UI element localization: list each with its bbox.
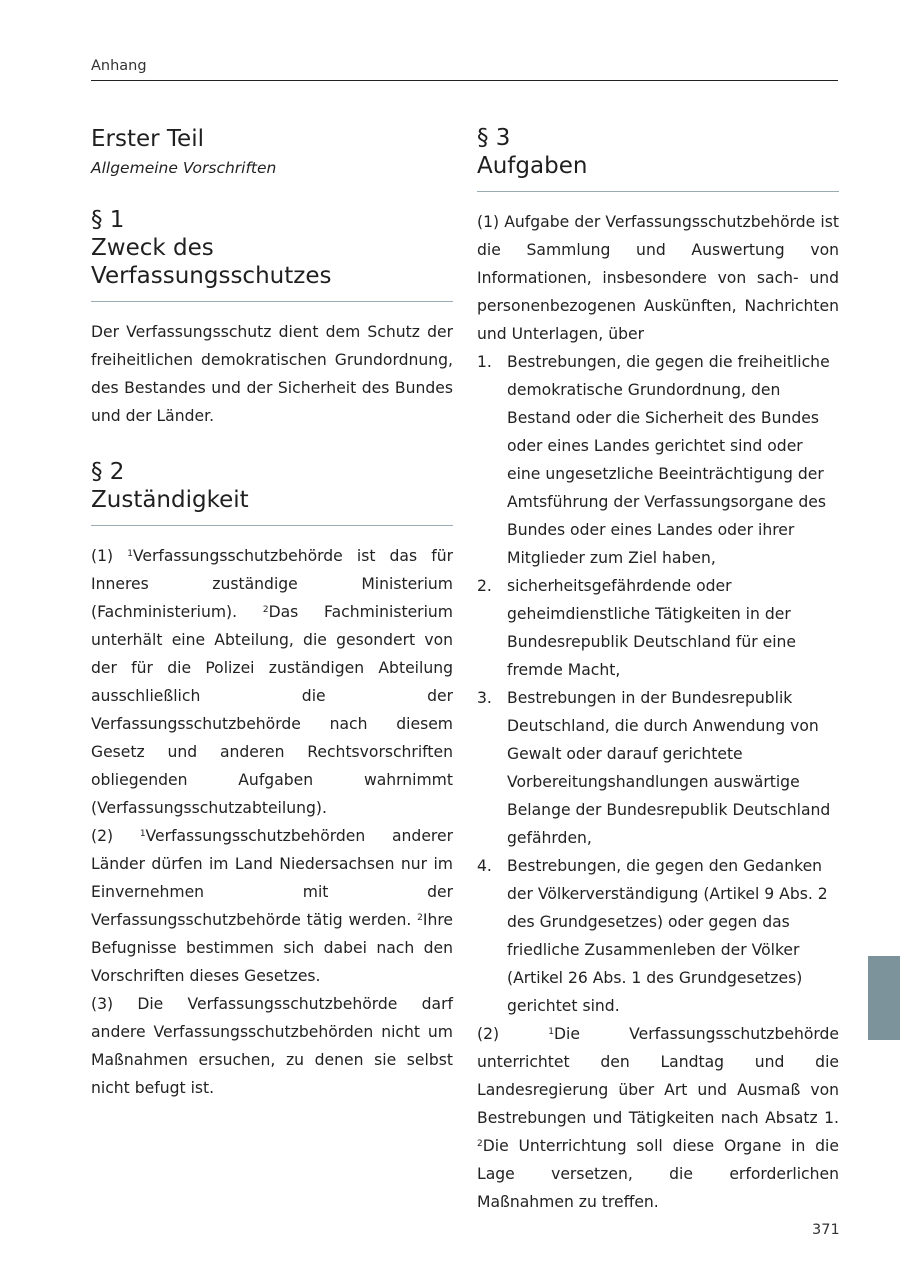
list-text: Bestrebungen, die gegen den Gedanken der Völkerverständigung (Artikel 9 Abs. 2 des Grundgesetzes) oder gegen das friedliche Zusammenleben der Völker (Artikel 26 Abs. 1 des Grundgesetzes) gerichtet sind. <box>507 857 828 1015</box>
section-3-title: Aufgaben <box>477 153 588 179</box>
para-label: (1) <box>91 547 128 565</box>
list-number: 2. <box>477 577 492 595</box>
sentence-text: Die Unterrichtung soll diese Organe in die Lage versetzen, die erforderlichen Maßnahmen zu treffen. <box>477 1137 839 1211</box>
section-3-rule <box>477 191 839 192</box>
list-number: 1. <box>477 353 492 371</box>
list-item <box>477 852 839 1020</box>
section-3-number: § 3 <box>477 125 511 151</box>
section-3 <box>477 124 839 1216</box>
section-1-rule <box>91 301 453 302</box>
right-column <box>477 124 839 1216</box>
section-2 <box>91 458 453 1102</box>
list-text: Bestrebungen in der Bundesrepublik Deutschland, die durch Anwendung von Gewalt oder darauf gerichtete Vorbereitungshandlungen auswärtige Belange der Bundesrepublik Deutschland gefährden, <box>507 689 831 847</box>
section-2-paragraph-2 <box>91 822 453 990</box>
left-column <box>91 124 453 1102</box>
thumb-index-tab <box>868 956 900 1040</box>
sentence-marker: 1 <box>139 829 146 839</box>
sentence-marker: 2 <box>477 1139 483 1149</box>
section-2-rule <box>91 525 453 526</box>
section-3-intro: (1) Aufgabe der Verfassungsschutzbehörde ist die Sammlung und Auswertung von Informationen, insbesondere von sach- und personenbezogenen Auskünften, Nachrichten und Unterlagen, über <box>477 213 839 343</box>
sentence-text: Verfassungsschutzbehörde ist das für Inneres zuständige Ministerium (Fachministerium). <box>91 547 453 621</box>
list-text: sicherheitsgefährdende oder geheimdienstliche Tätigkeiten in der Bundesrepublik Deutschland für eine fremde Macht, <box>507 577 797 679</box>
section-2-paragraph-1 <box>91 542 453 822</box>
page-number: 371 <box>812 1222 840 1238</box>
list-item <box>477 348 839 572</box>
list-item <box>477 572 839 684</box>
sentence-text: Die Verfassungsschutzbehörde unterrichtet den Landtag und die Landesregierung über Art und Ausmaß von Bestrebungen und Tätigkeiten nach Absatz 1. <box>477 1025 839 1127</box>
sentence-marker: 2 <box>262 605 269 615</box>
sentence-marker: 2 <box>417 913 423 923</box>
section-1-number: § 1 <box>91 207 125 233</box>
section-2-title: Zuständigkeit <box>91 487 249 513</box>
sentence-marker: 1 <box>548 1027 555 1037</box>
sentence-text: Ihre Befugnisse bestimmen sich dabei nach den Vorschriften dieses Gesetzes. <box>91 911 453 985</box>
section-2-number: § 2 <box>91 459 125 485</box>
section-1 <box>91 206 453 430</box>
para-label: (2) <box>91 827 140 845</box>
section-3-paragraph-2 <box>477 1020 839 1216</box>
part-subtitle: Allgemeine Vorschriften <box>91 159 277 177</box>
section-1-title: Zweck des Verfassungsschutzes <box>91 235 332 289</box>
sentence-text: Verfassungsschutzbehörden anderer Länder dürfen im Land Niedersachsen nur im Einvernehmen mit der Verfassungsschutzbehörde tätig werden. <box>91 827 454 929</box>
section-2-paragraph-3: (3) Die Verfassungsschutzbehörde darf andere Verfassungsschutzbehörden nicht um Maßnahmen ersuchen, zu denen sie selbst nicht befugt ist. <box>91 995 453 1097</box>
list-number: 3. <box>477 689 492 707</box>
running-head: Anhang <box>91 58 147 74</box>
para-label: (2) <box>477 1025 549 1043</box>
section-3-list <box>477 348 839 1020</box>
sentence-text: Das Fachministerium unterhält eine Abteilung, die gesondert von der für die Polizei zuständigen Abteilung ausschließlich die der Verfassungsschutzbehörde nach diesem Gesetz und anderen Rechtsvorschriften obliegenden Aufgaben wahrnimmt (Verfassungsschutzabteilung). <box>91 603 453 817</box>
section-1-text: Der Verfassungsschutz dient dem Schutz der freiheitlichen demokratischen Grundordnung, des Bestandes und der Sicherheit des Bundes und der Länder. <box>91 323 453 425</box>
header-rule <box>91 80 838 81</box>
list-item <box>477 684 839 852</box>
list-text: Bestrebungen, die gegen die freiheitliche demokratische Grundordnung, den Bestand oder die Sicherheit des Bundes oder eines Landes gerichtet sind oder eine ungesetzliche Beeinträchtigung der Amtsführung der Verfassungsorgane des Bundes oder eines Landes oder ihrer Mitglieder zum Ziel haben, <box>507 353 830 567</box>
list-number: 4. <box>477 857 492 875</box>
part-title: Erster Teil <box>91 126 204 152</box>
sentence-marker: 1 <box>127 549 133 559</box>
